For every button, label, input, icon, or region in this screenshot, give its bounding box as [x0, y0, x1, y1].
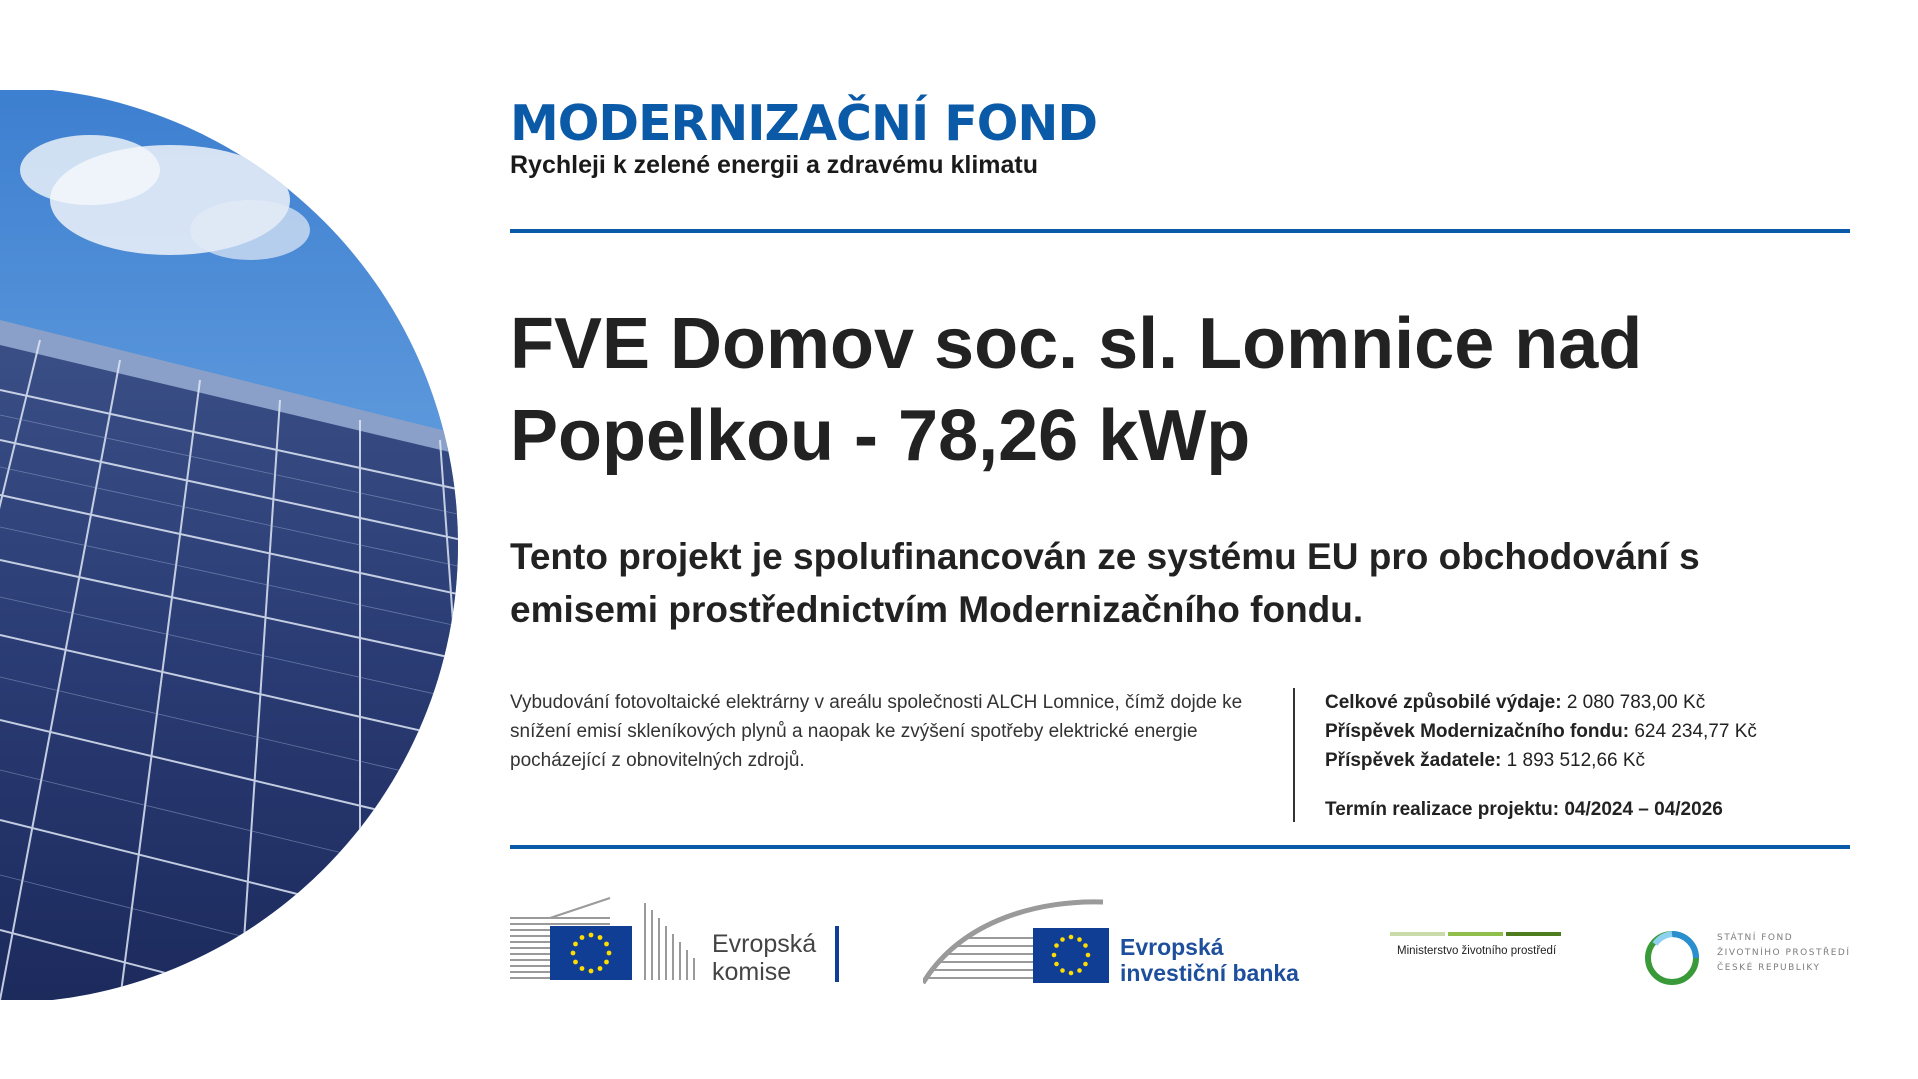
- european-commission-logo: [510, 888, 850, 993]
- top-divider: [510, 229, 1850, 233]
- project-description: Vybudování fotovoltaické elektrárny v areálu společnosti ALCH Lomnice, čímž dojde ke snížení emisí skleníkových plynů a naopak ke zvýšení spotřeby elektrické energie pocházející z obnovitelných zdrojů.: [510, 692, 1243, 771]
- eib-name-line2: investiční banka: [1120, 960, 1299, 986]
- eib-logo: [923, 888, 1323, 993]
- eib-name-line1: Evropská: [1120, 934, 1224, 960]
- applicant-contribution-value: 1 893 512,66 Kč: [1506, 750, 1646, 771]
- sfzp-logo: [1645, 928, 1855, 993]
- sfzp-line2: ŽIVOTNÍHO PROSTŘEDÍ: [1717, 948, 1851, 958]
- total-expenses-value: 2 080 783,00 Kč: [1566, 692, 1706, 713]
- project-period-value: 04/2024 – 04/2026: [1564, 799, 1723, 820]
- applicant-contribution-row: [1325, 746, 1845, 775]
- applicant-contribution-label: Příspěvek žadatele:: [1325, 750, 1502, 771]
- partner-logos: [510, 888, 1850, 998]
- finance-summary: [1325, 688, 1845, 824]
- mzp-logo: [1385, 928, 1575, 973]
- total-expenses-row: [1325, 688, 1845, 717]
- bottom-divider: [510, 845, 1850, 849]
- total-expenses-label: Celkové způsobilé výdaje:: [1325, 692, 1562, 713]
- vertical-divider: [1293, 688, 1295, 822]
- mf-contribution-row: [1325, 717, 1845, 746]
- mf-contribution-label: Příspěvek Modernizačního fondu:: [1325, 721, 1630, 742]
- project-title: FVE Domov soc. sl. Lomnice nad Popelkou - 78,26 kWp: [510, 304, 1643, 476]
- cofunding-statement: Tento projekt je spolufinancován ze systému EU pro obchodování s emisemi prostřednictvím Modernizačního fondu.: [510, 536, 1700, 630]
- sfzp-line3: ČESKÉ REPUBLIKY: [1717, 963, 1821, 973]
- project-period-row: [1325, 795, 1845, 824]
- logo-title: MODERNIZAČNÍ FOND: [510, 95, 1098, 152]
- sfzp-line1: STÁTNÍ FOND: [1717, 933, 1794, 943]
- mzp-name: Ministerstvo životního prostředí: [1397, 945, 1557, 957]
- ec-name-line1: Evropská: [712, 930, 817, 958]
- mf-contribution-value: 624 234,77 Kč: [1634, 721, 1757, 742]
- project-period-label: Termín realizace projektu:: [1325, 799, 1560, 820]
- modernizacni-fond-logo: [510, 95, 1098, 180]
- ec-name-line2: komise: [712, 958, 792, 986]
- solar-panel-photo: [0, 90, 462, 1000]
- logo-subtitle: Rychleji k zelené energii a zdravému klimatu: [510, 151, 1038, 179]
